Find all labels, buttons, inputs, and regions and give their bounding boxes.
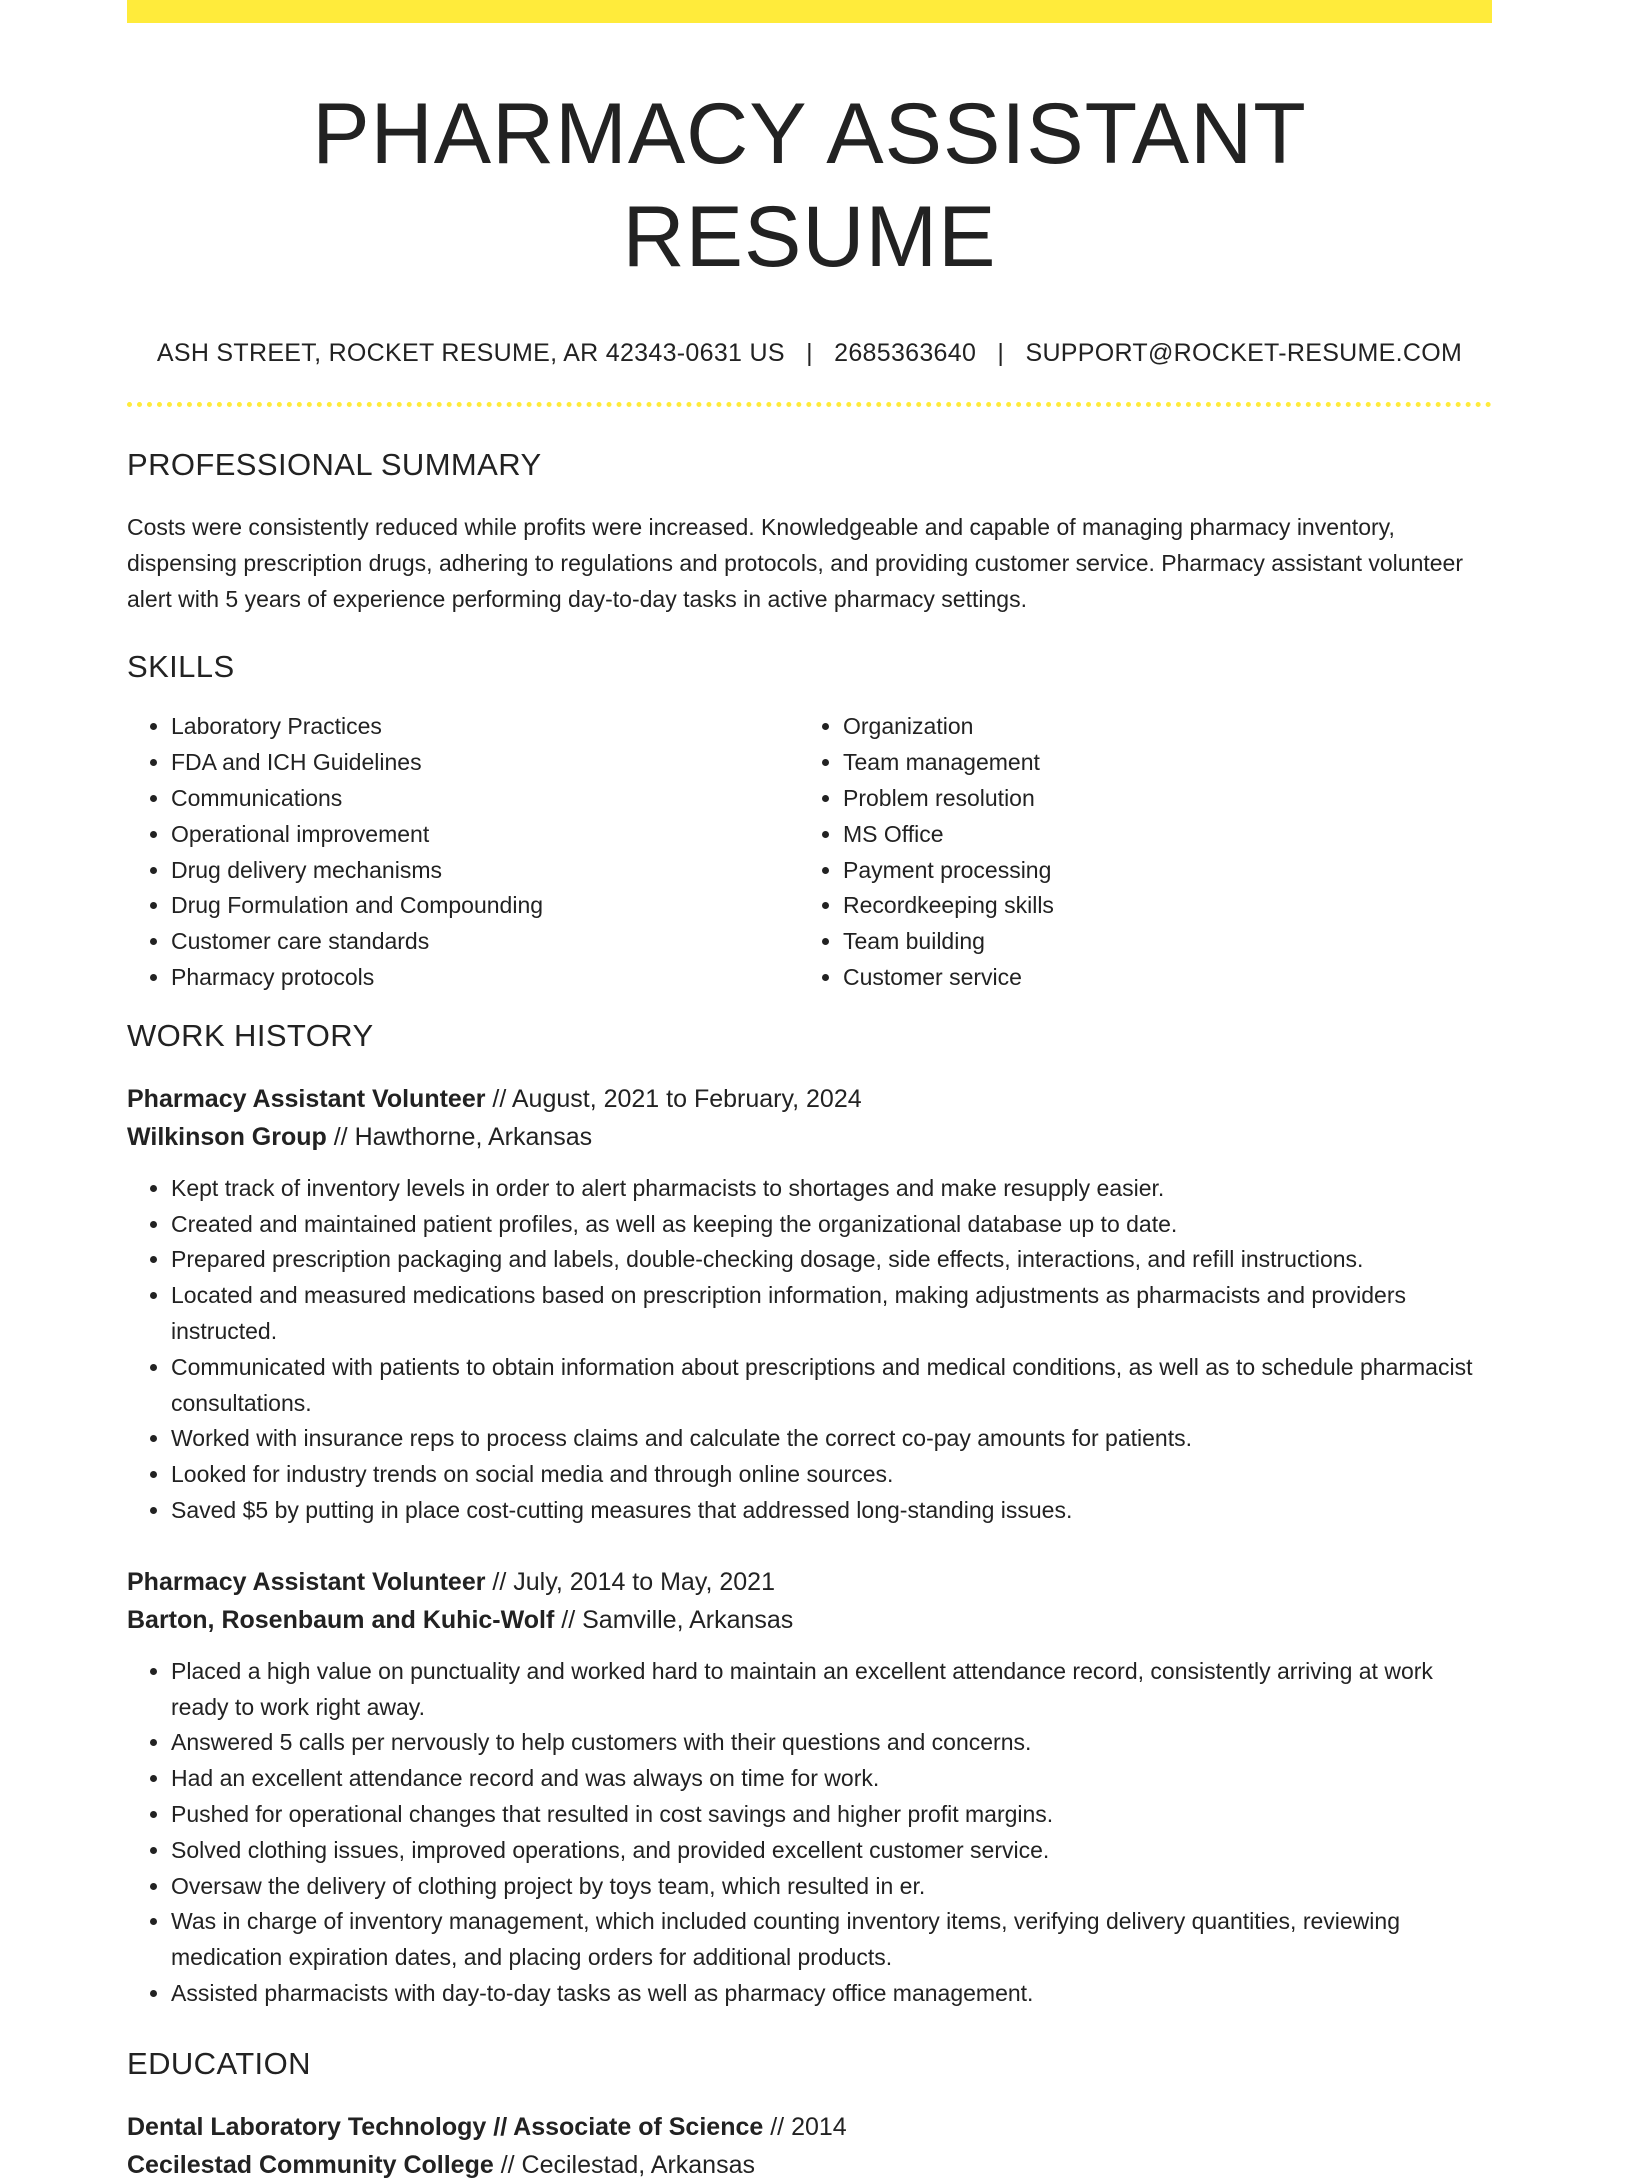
- email: SUPPORT@ROCKET-RESUME.COM: [1025, 339, 1463, 368]
- dotted-divider: [127, 402, 1492, 407]
- job-bullet: • Answered 5 calls per nervously to help customers with their questions and concerns.: [171, 1725, 1492, 1761]
- work-history-heading: WORK HISTORY: [127, 1017, 374, 1053]
- skill-item: • Problem resolution: [843, 781, 1471, 817]
- job-bullet: • Located and measured medications based on prescription information, making adjustments as pharmacists and providers instructed.: [171, 1278, 1492, 1350]
- top-accent-bar: [127, 0, 1492, 23]
- job-bullet: • Had an excellent attendance record and was always on time for work.: [171, 1761, 1492, 1797]
- job-company: Barton, Rosenbaum and Kuhic-Wolf: [127, 1605, 555, 1634]
- job-bullet: • Pushed for operational changes that resulted in cost savings and higher profit margins.: [171, 1797, 1492, 1833]
- job-bullet: • Was in charge of inventory management, which included counting inventory items, verifying delivery quantities, reviewing medication expiration dates, and placing orders for additional products.: [171, 1904, 1492, 1976]
- education-heading: EDUCATION: [127, 2045, 311, 2081]
- job-bullets: [127, 1654, 1492, 2012]
- job-bullet: • Solved clothing issues, improved operations, and provided excellent customer service.: [171, 1833, 1492, 1869]
- job-bullet: • Saved $5 by putting in place cost-cutting measures that addressed long-standing issues.: [171, 1493, 1492, 1529]
- job-title-line: [127, 1080, 1492, 1118]
- skill-item: • Drug delivery mechanisms: [171, 853, 799, 889]
- resume-page: [127, 0, 1492, 2184]
- phone: 2685363640: [834, 339, 977, 368]
- skill-item: • MS Office: [843, 817, 1471, 853]
- job-bullet: • Created and maintained patient profiles, as well as keeping the organizational database up to date.: [171, 1207, 1492, 1243]
- degree-year: // 2014: [763, 2112, 847, 2141]
- job-entry: [127, 1563, 1492, 2012]
- summary-text: Costs were consistently reduced while profits were increased. Knowledgeable and capable of managing pharmacy inventory, dispensing prescription drugs, adhering to regulations and protocols, and providing customer service. Pharmacy assistant volunteer alert with 5 years of experience performing day-to-day tasks in active pharmacy settings.: [127, 514, 1463, 613]
- resume-title: PHARMACY ASSISTANT RESUME: [312, 86, 1307, 286]
- contact-line: [127, 339, 1492, 368]
- job-entry: [127, 1080, 1492, 1529]
- address: ASH STREET, ROCKET RESUME, AR 42343-0631 US: [156, 339, 785, 368]
- school-line: [127, 2146, 1492, 2184]
- school: Cecilestad Community College: [127, 2150, 494, 2179]
- skill-item: • FDA and ICH Guidelines: [171, 745, 799, 781]
- job-location: // Hawthorne, Arkansas: [326, 1122, 593, 1151]
- contact-separator: |: [997, 339, 1005, 368]
- skill-item: • Drug Formulation and Compounding: [171, 888, 799, 924]
- skills-list-left: [127, 709, 799, 995]
- skills-heading: SKILLS: [127, 649, 235, 685]
- job-bullet: • Looked for industry trends on social media and through online sources.: [171, 1457, 1492, 1493]
- job-company-line: [127, 1118, 1492, 1156]
- skill-item: • Team building: [843, 924, 1471, 960]
- skill-item: • Customer service: [843, 960, 1471, 996]
- skill-item: • Team management: [843, 745, 1471, 781]
- degree-line: [127, 2108, 1492, 2146]
- job-title-line: [127, 1563, 1492, 1601]
- skill-item: • Organization: [843, 709, 1471, 745]
- job-dates: // July, 2014 to May, 2021: [485, 1567, 775, 1596]
- contact-separator: |: [806, 339, 813, 368]
- skill-item: • Pharmacy protocols: [171, 960, 799, 996]
- job-title: Pharmacy Assistant Volunteer: [127, 1567, 486, 1596]
- job-bullet: • Prepared prescription packaging and labels, double-checking dosage, side effects, interactions, and refill instructions.: [171, 1242, 1492, 1278]
- job-dates: // August, 2021 to February, 2024: [485, 1084, 862, 1113]
- skill-item: • Customer care standards: [171, 924, 799, 960]
- skill-item: • Recordkeeping skills: [843, 888, 1471, 924]
- job-title: Pharmacy Assistant Volunteer: [127, 1084, 486, 1113]
- skill-item: • Payment processing: [843, 853, 1471, 889]
- job-bullet: • Oversaw the delivery of clothing project by toys team, which resulted in er.: [171, 1869, 1492, 1905]
- skill-item: • Operational improvement: [171, 817, 799, 853]
- skill-item: • Laboratory Practices: [171, 709, 799, 745]
- job-bullets: [127, 1171, 1492, 1529]
- job-company-line: [127, 1601, 1492, 1639]
- job-bullet: • Placed a high value on punctuality and worked hard to maintain an excellent attendance record, consistently arriving at work ready to work right away.: [171, 1654, 1492, 1726]
- job-bullet: • Communicated with patients to obtain information about prescriptions and medical conditions, as well as to schedule pharmacist consultations.: [171, 1350, 1492, 1422]
- degree: Dental Laboratory Technology // Associate of Science: [127, 2112, 764, 2141]
- summary-heading: PROFESSIONAL SUMMARY: [127, 447, 542, 483]
- job-bullet: • Kept track of inventory levels in order to alert pharmacists to shortages and make resupply easier.: [171, 1171, 1492, 1207]
- skill-item: • Communications: [171, 781, 799, 817]
- school-location: // Cecilestad, Arkansas: [493, 2150, 755, 2179]
- skills-list-right: [799, 709, 1471, 995]
- job-location: // Samville, Arkansas: [554, 1605, 794, 1634]
- job-bullet: • Worked with insurance reps to process claims and calculate the correct co-pay amounts for patients.: [171, 1421, 1492, 1457]
- education-entry: [127, 2108, 1492, 2184]
- job-company: Wilkinson Group: [127, 1122, 327, 1151]
- job-bullet: • Assisted pharmacists with day-to-day tasks as well as pharmacy office management.: [171, 1976, 1492, 2012]
- skills-grid: [127, 709, 1492, 995]
